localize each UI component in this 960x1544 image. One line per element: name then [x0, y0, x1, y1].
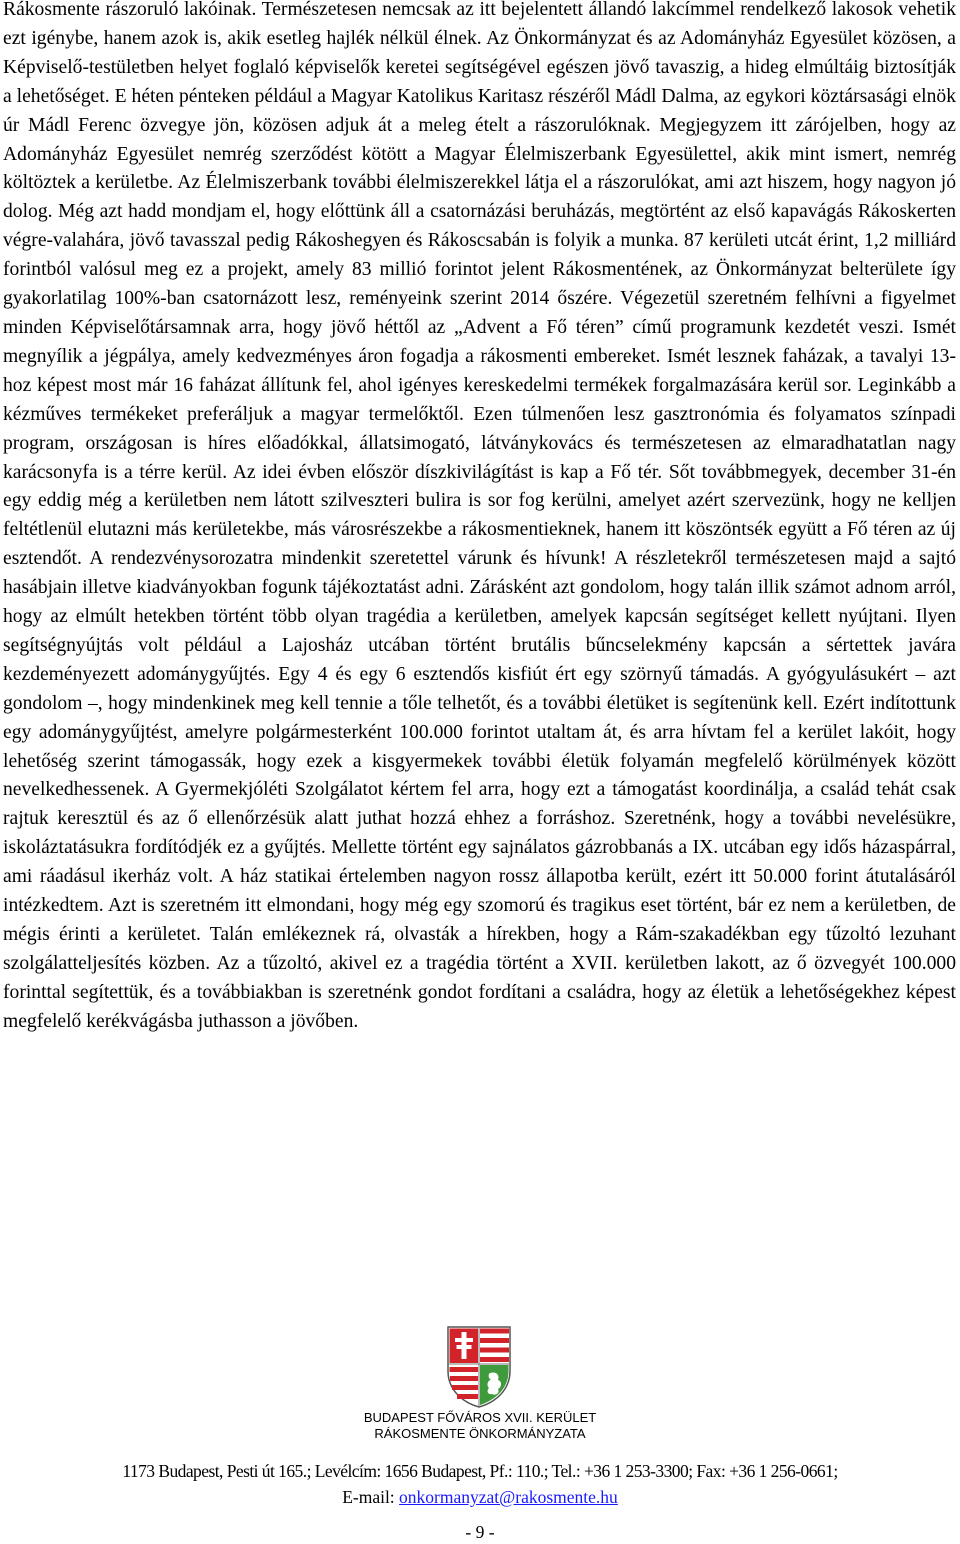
contact-email-line	[0, 1485, 960, 1509]
page-number: - 9 -	[465, 1522, 495, 1542]
org-name-line2: RÁKOSMENTE ÖNKORMÁNYZATA	[374, 1426, 586, 1441]
email-label: E-mail:	[342, 1487, 400, 1507]
email-link[interactable]: onkormanyzat@rakosmente.hu	[399, 1487, 618, 1507]
org-name-line1: BUDAPEST FŐVÁROS XVII. KERÜLET	[363, 1410, 597, 1425]
contact-address: 1173 Budapest, Pesti út 165.; Levélcím: 1656 Budapest, Pf.: 110.; Tel.: +36 1 253-3300; Fax: +36 1 256-0661;	[122, 1461, 838, 1481]
coat-of-arms-icon	[444, 1323, 514, 1409]
body-paragraph: Rákosmente rászoruló lakóinak. Természetesen nemcsak az itt bejelentett állandó lakcímmel rendelkező lakosok vehetik ezt igénybe, hanem azok is, akik esetleg hajlék nélkül élnek. Az Önkormányzat és az Adományház Egyesület közösen, a Képviselő-testületben helyet foglaló képviselők keretei segítségével egészen jövő tavaszig, a hideg elmúltáig biztosítják a lehetőséget. E héten pénteken például a Magyar Katolikus Karitasz részéről Mádl Dalma, az egykori köztársasági elnök úr Mádl Ferenc özvegye jön, közösen adjuk át a meleg ételt a rászorulóknak. Megjegyzem itt zárójelben, hogy az Adományház Egyesület nemrég szerződést kötött a Magyar Élelmiszerbank Egyesülettel, akik mint ismert, nemrég költöztek a kerületbe. Az Élelmiszerbank további élelmiszerekkel látja el a rászorulókat, ami azt hiszem, hogy nagyon jó dolog. Még azt hadd mondjam el, hogy előttünk áll a csatornázási beruházás, megtörtént az első kapavágás Rákoskerten végre-valahára, jövő tavasszal pedig Rákoshegyen és Rákoscsabán is folyik a munka. 87 kerületi utcát érint, 1,2 milliárd forintból valósul meg ez a projekt, amely 83 millió forintot jelent Rákosmentének, az Önkormányzat belterülete így gyakorlatilag 100%-ban csatornázott lesz, reményeink szerint 2014 őszére. Végezetül szeretném felhívni a figyelmet minden Képviselőtársamnak arra, hogy jövő héttől az „Advent a Fő téren” című programunk kezdetét veszi. Ismét megnyílik a jégpálya, amely kedvezményes áron fogadja a rákosmenti embereket. Ismét lesznek faházak, a tavalyi 13-hoz képest most már 16 faházat állítunk fel, ahol igényes kereskedelmi termékek forgalmazására kerül sor. Leginkább a kézműves termékeket preferáljuk a magyar termelőktől. Ezen túlmenően lesz gasztronómia és folyamatos színpadi program, országosan is híres előadókkal, állatsimogató, látványkovács és természetesen az elmaradhatatlan nagy karácsonyfa is a térre kerül. Az idei évben először díszkivilágítást is kap a Fő tér. Sőt továbbmegyek, december 31-én egy eddig még a kerületben nem látott szilveszteri bulira is sor fog kerülni, amelyet azért szervezünk, hogy ne kelljen feltétlenül elutazni más kerületekbe, más városrészekbe a rákosmentieknek, hanem itt köszöntsék együtt a Fő téren az új esztendőt. A rendezvénysorozatra mindenkit szeretettel várunk és hívunk! A részletekről természetesen majd a sajtó hasábjain illetve kiadványokban fogunk tájékoztatást adni. Zárásként azt gondolom, hogy talán illik számot adnom arról, hogy az elmúlt hetekben történt több olyan tragédia a kerületben, amelyek kapcsán segítséget kellett nyújtani. Ilyen segítségnyújtás volt például a Lajosház utcában történt brutális bűncselekmény kapcsán a sértettek javára kezdeményezett adománygyűjtés. Egy 4 és egy 6 esztendős kisfiút ért egy szörnyű támadás. A gyógyulásukért – azt gondolom –, hogy mindenkinek meg kell tennie a tőle telhetőt, és a további életüket is segítenünk kell. Ezért indítottunk egy adománygyűjtést, amelyre polgármesterként 100.000 forintot utaltam át, és arra hívtam fel a kerület lakóit, hogy lehetőség szerint támogassák, hogy ezek a kisgyermekek további életük folyamán megfelelő körülmények között nevelkedhessenek. A Gyermekjóléti Szolgálatot kértem fel arra, hogy ezt a támogatást koordinálja, a család tehát csak rajtuk keresztül és az ő ellenőrzésük alatt juthat hozzá ehhez a forráshoz. Szeretnénk, hogy a további nevelésükre, iskoláztatásukra fordítódjék ez a gyűjtés. Mellette történt egy sajnálatos gázrobbanás a IX. utcában egy idős házaspárral, ami ráadásul ikerház volt. A ház statikai értelemben nagyon rossz állapotba került, ezért itt 50.000 forint átutalásáról intézkedtem. Azt is szeretném itt elmondani, hogy még egy szomorú és tragikus eset történt, bár ez nem a kerületben, de mégis érinti a kerületet. Talán emlékeznek rá, olvasták a hírekben, hogy a Rám-szakadékban egy tűzoltó lezuhant szolgálatteljesítés közben. Az a tűzoltó, akivel ez a tragédia történt a XVII. kerületben lakott, az ő özvegyét 100.000 forinttal segítettük, és a továbbiakban is szeretnénk gondot fordítani a családra, hogy az életük a lehetőségekhez képest megfelelő kerékvágásba juthasson a jövőben.	[3, 0, 956, 1032]
